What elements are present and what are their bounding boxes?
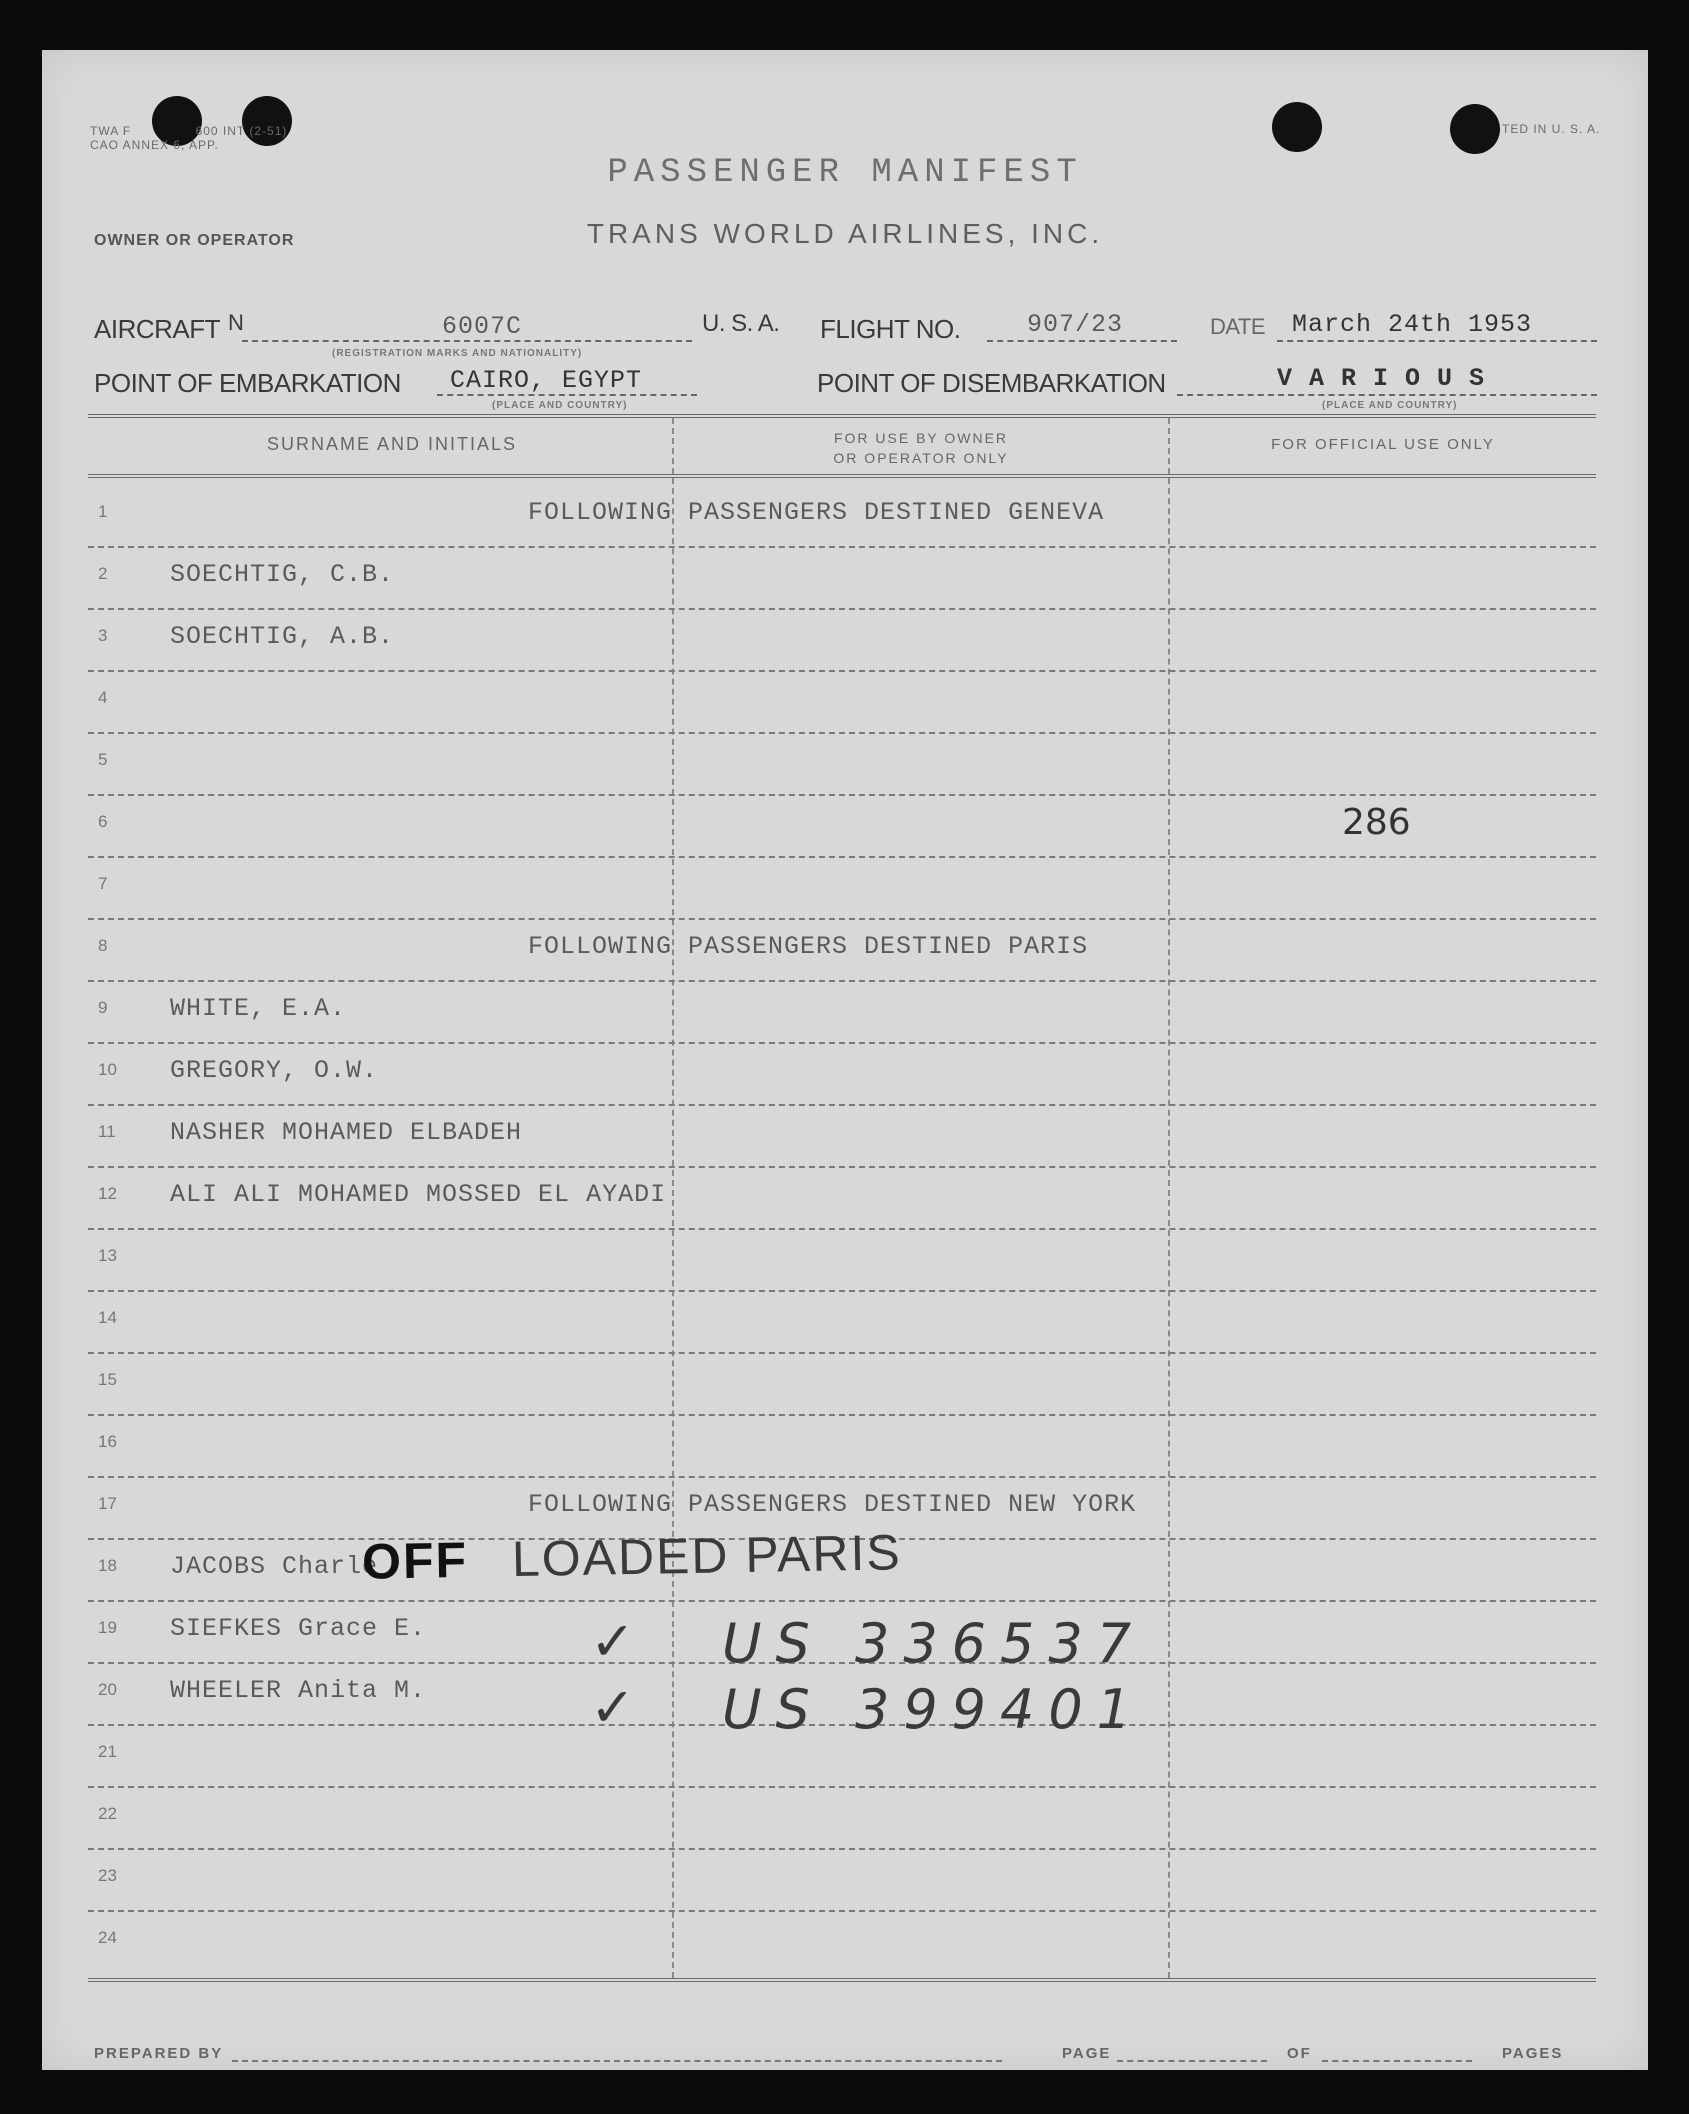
passenger-name: SOECHTIG, C.B. [170, 560, 395, 589]
passport-number-19: US 336537 [722, 1612, 1146, 1675]
manifest-sheet [42, 50, 1648, 2070]
row-divider [88, 794, 1596, 796]
passenger-name: GREGORY, O.W. [170, 1056, 379, 1085]
row-number: 2 [98, 564, 108, 583]
passenger-name: JACOBS Charle [170, 1552, 379, 1581]
row-number: 9 [98, 998, 108, 1017]
row-divider [88, 1476, 1596, 1478]
row-number: 17 [98, 1494, 117, 1513]
row-number: 23 [98, 1866, 117, 1885]
row-number: 12 [98, 1184, 117, 1203]
row-divider [88, 1042, 1596, 1044]
passenger-name: SOECHTIG, A.B. [170, 622, 395, 651]
form-number-prefix: TWA F [90, 124, 132, 138]
passport-number-20: US 399401 [722, 1678, 1146, 1741]
table-bottom-border [88, 1978, 1596, 1982]
date-value: March 24th 1953 [1292, 310, 1533, 339]
passenger-name: WHITE, E.A. [170, 994, 347, 1023]
punch-hole-icon [1272, 102, 1322, 152]
row-divider [88, 1414, 1596, 1416]
row-number: 24 [98, 1928, 117, 1947]
row-number: 21 [98, 1742, 117, 1761]
aircraft-registration: 6007C [442, 312, 523, 341]
embark-label: POINT OF EMBARKATION [94, 368, 401, 398]
destination-heading: FOLLOWING PASSENGERS DESTINED NEW YORK [528, 1490, 1137, 1519]
form-number [90, 124, 287, 152]
row-number: 18 [98, 1556, 117, 1575]
row-number: 14 [98, 1308, 117, 1327]
disembark-underline [1177, 394, 1597, 396]
off-loaded-stamp [362, 1523, 903, 1590]
row-number: 22 [98, 1804, 117, 1823]
row-number: 8 [98, 936, 108, 955]
flight-label: FLIGHT NO. [820, 314, 961, 344]
page-line [1117, 2060, 1267, 2062]
prepared-by-label: PREPARED BY [94, 2045, 224, 2062]
flight-number: 907/23 [1027, 310, 1124, 339]
surname-column-header: SURNAME AND INITIALS [266, 434, 518, 454]
row-number: 10 [98, 1060, 117, 1079]
row-number: 19 [98, 1618, 117, 1637]
row-number: 16 [98, 1432, 117, 1451]
row-divider [88, 1910, 1596, 1912]
aircraft-underline [242, 340, 692, 342]
prepared-by-line [232, 2060, 1002, 2062]
row-divider [88, 980, 1596, 982]
disembark-value: V A R I O U S [1277, 364, 1486, 393]
printed-in-note: TED IN U. S. A. [1502, 122, 1601, 136]
row-number: 6 [98, 812, 108, 831]
row-number: 20 [98, 1680, 117, 1699]
flight-underline [987, 340, 1177, 342]
row-number: 15 [98, 1370, 117, 1389]
row-divider [88, 1848, 1596, 1850]
column-divider [1168, 418, 1170, 1978]
row-number: 3 [98, 626, 108, 645]
destination-heading: FOLLOWING PASSENGERS DESTINED PARIS [528, 932, 1089, 961]
aircraft-label: AIRCRAFT [94, 314, 220, 344]
official-note: 286 [1342, 802, 1411, 843]
row-divider [88, 1352, 1596, 1354]
row-number: 4 [98, 688, 108, 707]
aircraft-prefix: N [228, 310, 244, 335]
row-divider [88, 1290, 1596, 1292]
page-title: PASSENGER MANIFEST [607, 154, 1083, 192]
row-divider [88, 918, 1596, 920]
row-number: 7 [98, 874, 108, 893]
embark-value: CAIRO, EGYPT [450, 366, 643, 395]
check-mark-icon: ✓ [590, 1676, 650, 1739]
column-divider [672, 418, 674, 1978]
row-number: 11 [98, 1122, 116, 1141]
row-divider [88, 856, 1596, 858]
page-label: PAGE [1062, 2045, 1112, 2062]
passenger-name: ALI ALI MOHAMED MOSSED EL AYADI [170, 1180, 667, 1209]
of-label: OF [1287, 2045, 1312, 2062]
passenger-name: SIEFKES Grace E. [170, 1614, 427, 1643]
embark-underline [437, 394, 697, 396]
row-divider [88, 1600, 1596, 1602]
row-divider [88, 1104, 1596, 1106]
form-number-code: 600 INT (2-51) [195, 124, 288, 138]
table-top-border [88, 414, 1596, 418]
stamp-off: OFF [361, 1531, 469, 1590]
date-underline [1277, 340, 1597, 342]
stamp-loaded-paris: LOADED PARIS [511, 1524, 903, 1588]
row-number: 5 [98, 750, 108, 769]
row-divider [88, 546, 1596, 548]
registration-note: (REGISTRATION MARKS AND NATIONALITY) [332, 348, 583, 359]
place-note: (PLACE AND COUNTRY) [492, 400, 628, 411]
row-divider [88, 1228, 1596, 1230]
official-column-header: FOR OFFICIAL USE ONLY [1271, 436, 1495, 453]
check-mark-icon: ✓ [590, 1610, 650, 1673]
disembark-label: POINT OF DISEMBARKATION [817, 368, 1166, 398]
owner-label: OWNER OR OPERATOR [94, 232, 295, 249]
row-number: 13 [98, 1246, 117, 1265]
date-label: DATE [1210, 314, 1266, 339]
passenger-name: NASHER MOHAMED ELBADEH [170, 1118, 523, 1147]
owner-use-line2: OR OPERATOR ONLY [833, 450, 1009, 466]
row-divider [88, 1166, 1596, 1168]
pages-label: PAGES [1502, 2045, 1564, 2062]
passenger-name: WHEELER Anita M. [170, 1676, 427, 1705]
punch-hole-icon [1450, 104, 1500, 154]
owner-use-line1: FOR USE BY OWNER [833, 430, 1009, 446]
row-number: 1 [98, 502, 108, 521]
table-header-border [88, 474, 1596, 478]
row-divider [88, 1786, 1596, 1788]
place-note-2: (PLACE AND COUNTRY) [1322, 400, 1458, 411]
row-divider [88, 608, 1596, 610]
destination-heading: FOLLOWING PASSENGERS DESTINED GENEVA [528, 498, 1105, 527]
of-line [1322, 2060, 1472, 2062]
form-annex: CAO ANNEX 6, APP. [90, 138, 219, 152]
row-divider [88, 732, 1596, 734]
row-divider [88, 670, 1596, 672]
airline-name: TRANS WORLD AIRLINES, INC. [586, 218, 1104, 249]
country-label: U. S. A. [702, 310, 780, 337]
owner-use-column-header [674, 428, 1168, 468]
